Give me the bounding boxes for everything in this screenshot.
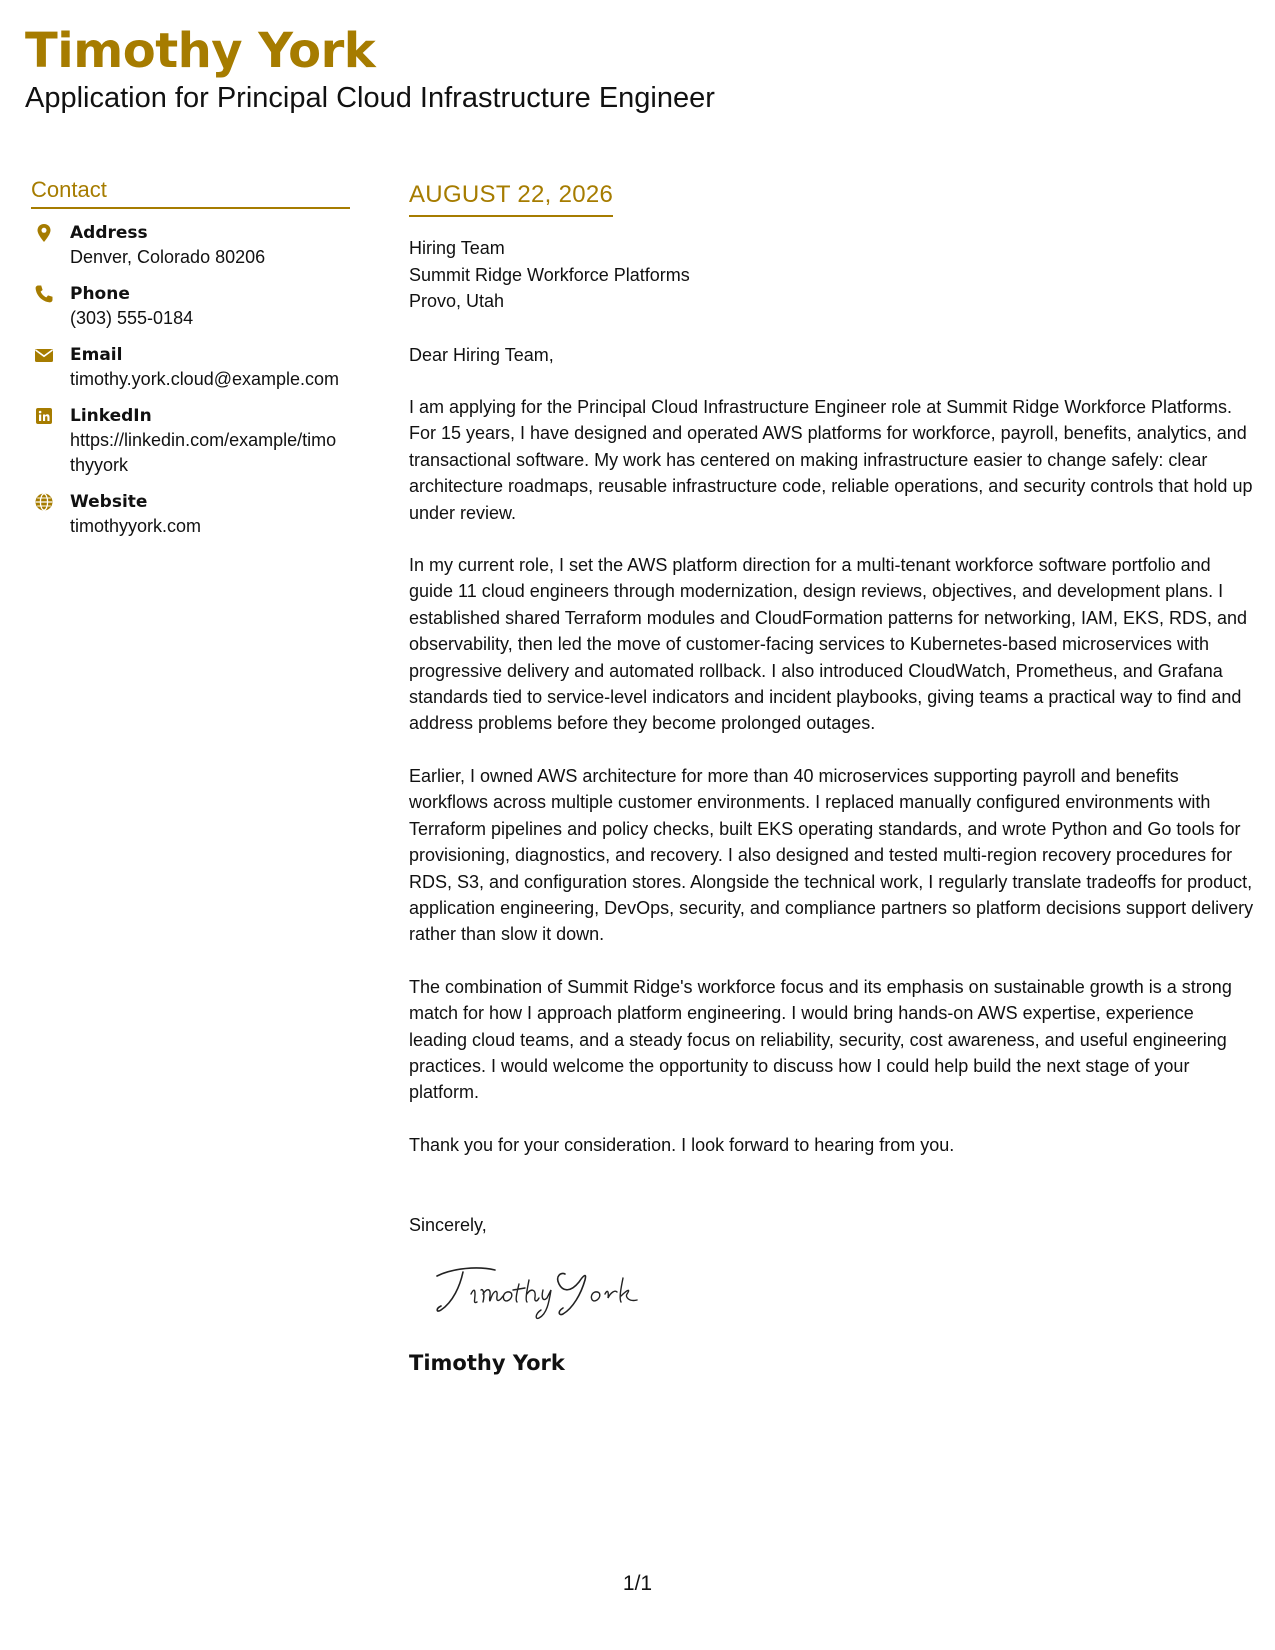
contact-sidebar [31,175,350,551]
recipient-block [409,235,1254,315]
contact-address [31,221,350,270]
letter-paragraph: In my current role, I set the AWS platform direction for a multi-tenant workforce software portfolio and guide 11 cloud engineers through modernization, design reviews, objectives, and development plans. I established shared Terraform modules and CloudFormation patterns for networking, IAM, EKS, RDS, and observability, then led the move of customer-facing services to Kubernetes-based microservices with progressive delivery and automated rollback. I also introduced CloudWatch, Prometheus, and Grafana standards tied to service-level indicators and incident playbooks, giving teams a practical way to find and address problems before they become prolonged outages. [409,555,1248,734]
letter-body [409,178,1254,1377]
map-pin-icon [34,223,54,243]
signed-name: Timothy York [409,1351,565,1376]
recipient-line: Summit Ridge Workforce Platforms [409,264,690,285]
phone-icon [34,284,54,304]
letter-paragraph: The combination of Summit Ridge's workforce focus and its emphasis on sustainable growth is a strong match for how I approach platform engineering. I would bring hands-on AWS expertise, experience leading cloud teams, and a steady focus on reliability, security, cost awareness, and useful engineering practices. I would welcome the opportunity to discuss how I could help build the next stage of your platform. [409,976,1232,1103]
closing: Sincerely, [409,1215,487,1236]
contact-website [31,490,350,539]
handwritten-signature [433,1260,663,1322]
page-number: 1/1 [622,1572,653,1595]
recipient-line: Hiring Team [409,238,505,258]
header [25,22,715,116]
linkedin-icon [34,406,54,426]
letter-paragraph: Thank you for your consideration. I look forward to hearing from you. [409,1134,955,1155]
contact-value: Denver, Colorado 80206 [70,247,266,267]
recipient-line: Provo, Utah [409,291,505,311]
globe-icon [34,492,54,512]
letter-paragraph: I am applying for the Principal Cloud Infrastructure Engineer role at Summit Ridge Workforce Platforms. For 15 years, I have designed and operated AWS platforms for workforce, payroll, benefits, analytics, and transactional software. My work has centered on making infrastructure easier to change safely: clear architecture roadmaps, reusable infrastructure code, reliable operations, and security controls that hold up under review. [409,397,1253,523]
contact-label: Phone [70,284,130,304]
application-subtitle: Application for Principal Cloud Infrastructure Engineer [25,82,715,114]
contact-heading: Contact [31,175,350,209]
contact-linkedin [31,404,350,478]
contact-label: LinkedIn [70,406,152,426]
contact-phone [31,282,350,331]
applicant-name: Timothy York [25,23,376,79]
letter-paragraph: Earlier, I owned AWS architecture for more than 40 microservices supporting payroll and benefits workflows across multiple customer environments. I replaced manually configured environments with Terraform pipelines and policy checks, built EKS operating standards, and wrote Python and Go tools for provisioning, diagnostics, and recovery. I also designed and tested multi-region recovery procedures for RDS, S3, and configuration stores. Alongside the technical work, I regularly translate tradeoffs for product, application engineering, DevOps, security, and compliance partners so platform decisions support delivery rather than slow it down. [409,765,1254,945]
contact-label: Address [70,223,148,243]
contact-label: Website [70,492,148,512]
salutation: Dear Hiring Team, [409,344,554,365]
contact-email [31,343,350,392]
contact-label: Email [70,345,123,365]
envelope-icon [34,345,54,365]
contact-value: https://linkedin.com/example/timothyyork [70,430,337,475]
contact-value: timothy.york.cloud@example.com [70,369,340,389]
contact-value: (303) 555-0184 [70,308,194,328]
letter-date: AUGUST 22, 2026 [409,178,613,217]
contact-value: timothyyork.com [70,516,202,536]
